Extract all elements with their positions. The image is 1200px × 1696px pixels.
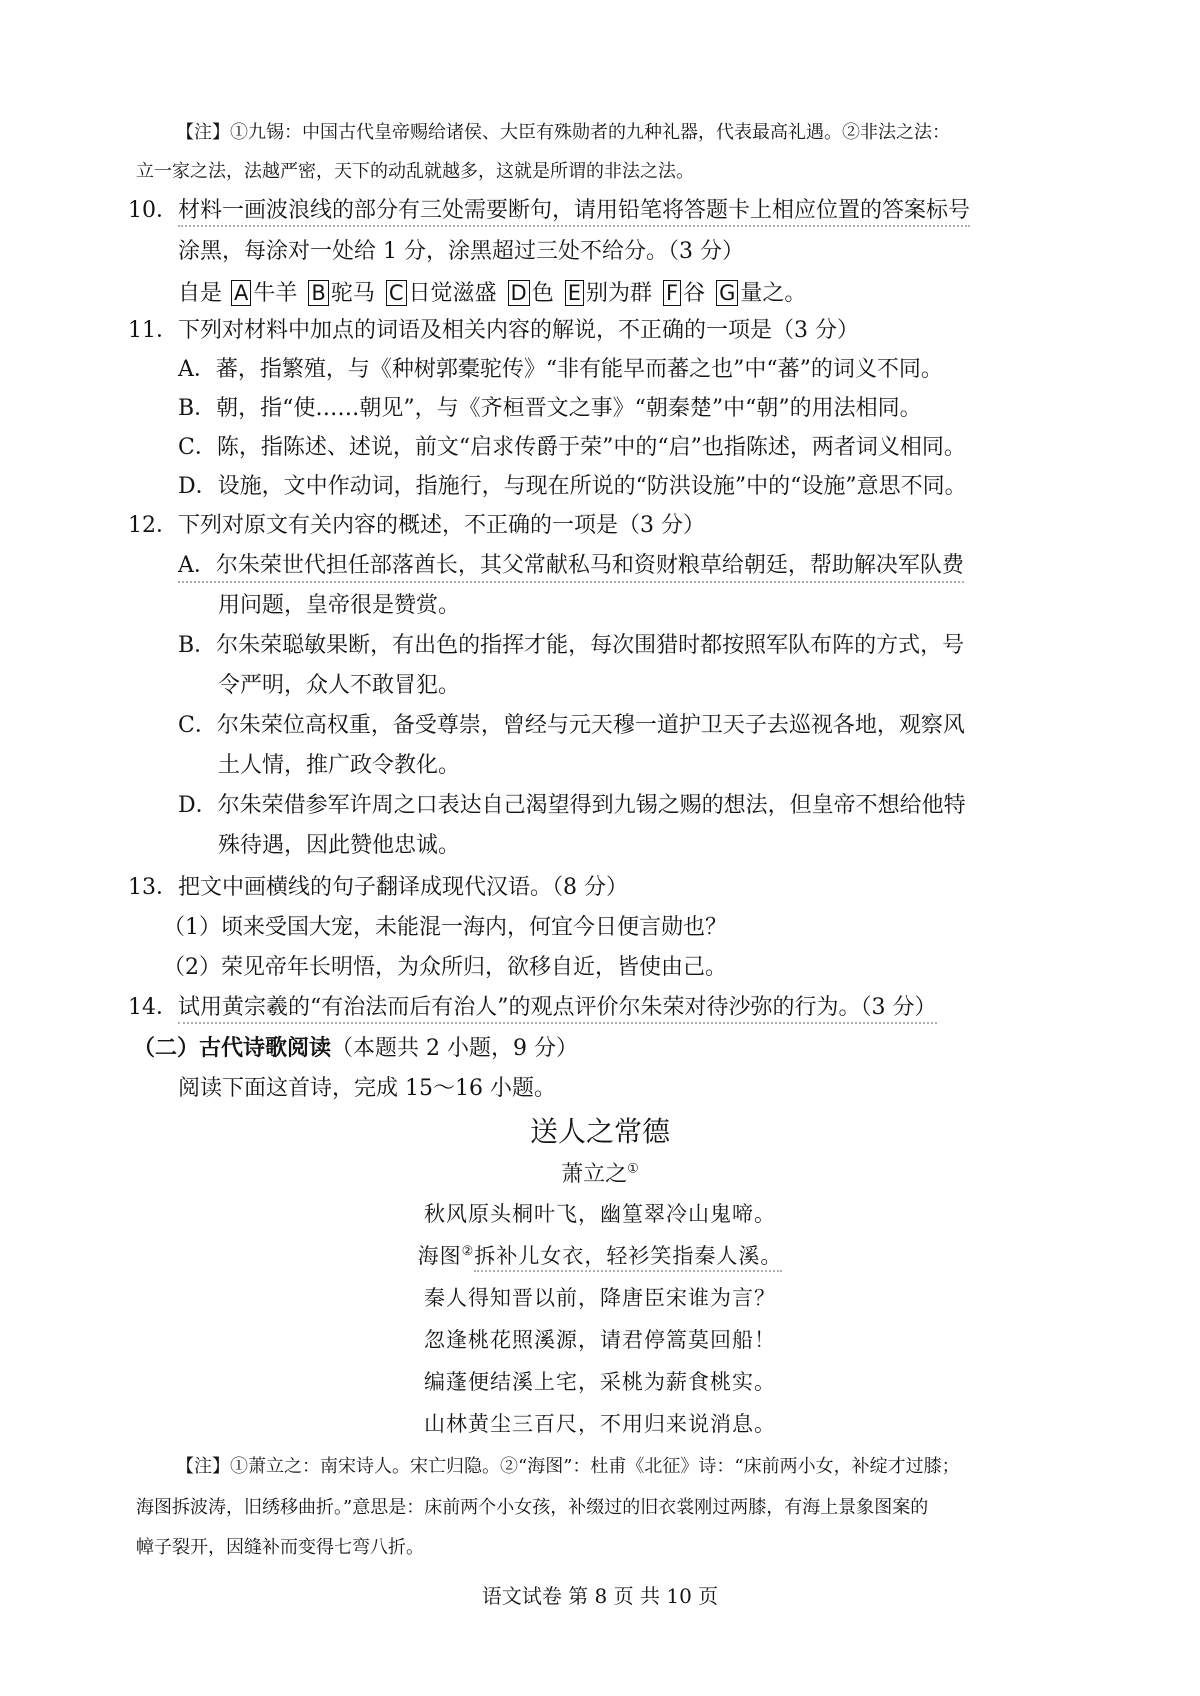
- question-number: 11．: [128, 318, 178, 343]
- option-d-line-1: D．尔朱荣借参军许周之口表达自己渴望得到九锡之赐的想法，但皇帝不想给他特: [178, 793, 966, 818]
- option-b-line-1: B．尔朱荣聪敏果断，有出色的指挥才能，每次围猎时都按照军队布阵的方式，号: [178, 633, 965, 658]
- poem-line-4: 忽逢桃花照溪源，请君停篙莫回船！: [424, 1328, 776, 1352]
- top-note-line-1: 【注】①九锡：中国古代皇帝赐给诸侯、大臣有殊勋者的九种礼器，代表最高礼遇。②非法之法：: [176, 122, 950, 143]
- segment-text: 牛羊: [253, 281, 298, 306]
- top-note-line-2: 立一家之法，法越严密，天下的动乱就越多，这就是所谓的非法之法。: [136, 161, 694, 182]
- break-mark-a[interactable]: A: [231, 280, 251, 306]
- option-b: B．朝，指“使……朝见”，与《齐桓晋文之事》“朝秦楚”中“朝”的用法相同。: [178, 396, 922, 421]
- break-mark-g[interactable]: G: [716, 280, 738, 306]
- segment-text: 量之。: [740, 281, 807, 306]
- question-number: 13．: [128, 875, 178, 900]
- poem-line-5: 编蓬便结溪上宅，采桃为薪食桃实。: [424, 1370, 776, 1394]
- option-a-line-1: A．尔朱荣世代担任部落酋长，其父常献私马和资财粮草给朝廷，帮助解决军队费: [178, 548, 964, 583]
- page-footer: 语文试卷 第 8 页 共 10 页: [481, 1584, 719, 1608]
- option-d-line-2: 殊待遇，因此赞他忠诚。: [218, 833, 461, 858]
- option-a: A．蕃，指繁殖，与《种树郭橐驼传》“非有能早而蕃之也”中“蕃”的词义不同。: [178, 357, 943, 382]
- poem-author: [0, 1157, 1200, 1188]
- segment-text: 日觉滋盛: [408, 281, 497, 306]
- author-name: 萧立之: [561, 1162, 628, 1187]
- section-heading: [133, 1031, 578, 1062]
- option-c: C．陈，指陈述、述说，前文“启求传爵于荣”中的“启”也指陈述，两者词义相同。: [178, 435, 966, 460]
- question-stem-line-1: 材料一画波浪线的部分有三处需要断句，请用铅笔将答题卡上相应位置的答案标号: [178, 198, 970, 227]
- poem-line-3: 秦人得知晋以前，降唐臣宋谁为言？: [424, 1286, 776, 1310]
- section-info: （本题共 2 小题，9 分）: [331, 1036, 578, 1061]
- question-stem: 试用黄宗羲的“有治法而后有治人”的观点评价尔朱荣对待沙弥的行为。（3 分）: [178, 995, 937, 1024]
- question-10-line-2: 涂黑，每涂对一处给 1 分，涂黑超过三处不给分。（3 分）: [178, 239, 744, 264]
- section-instruction: 阅读下面这首诗，完成 15～16 小题。: [178, 1076, 556, 1101]
- question-stem: 下列对原文有关内容的概述，不正确的一项是（3 分）: [178, 513, 705, 538]
- bottom-note-line-3: 幛子裂开，因缝补而变得七弯八折。: [136, 1537, 424, 1558]
- poem-line-2-rest: 拆补儿女衣，轻衫笑指秦人溪。: [474, 1244, 782, 1272]
- break-mark-e[interactable]: E: [565, 280, 584, 306]
- bottom-note-line-2: 海图拆波涛，旧绣移曲折。”意思是：床前两个小女孩，补缀过的旧衣裳刚过两膝，有海上景象图案的: [136, 1497, 929, 1518]
- break-mark-d[interactable]: D: [508, 280, 530, 306]
- question-stem: 把文中画横线的句子翻译成现代汉语。（8 分）: [178, 875, 628, 900]
- sentence-start: 自是: [178, 281, 223, 306]
- poem-line-1: 秋风原头桐叶飞，幽篁翠冷山鬼啼。: [424, 1202, 776, 1226]
- segment-text: 谷: [683, 281, 706, 306]
- segment-text: 别为群: [586, 281, 653, 306]
- footnote-mark: ①: [627, 1161, 639, 1177]
- question-14: [128, 990, 937, 1021]
- question-number: 12．: [128, 513, 178, 538]
- bottom-note-line-1: 【注】①萧立之：南宋诗人。宋亡归隐。②“海图”：杜甫《北征》诗：“床前两小女，补绽才过膝；: [176, 1456, 960, 1477]
- question-10-sentence: [178, 276, 808, 307]
- question-12: [128, 508, 705, 539]
- question-number: 10．: [128, 198, 178, 223]
- translation-item-1: （1）顷来受国大宠，未能混一海内，何宜今日便言勋也？: [163, 915, 727, 940]
- footnote-mark: ②: [461, 1244, 475, 1259]
- option-d: D．设施，文中作动词，指施行，与现在所说的“防洪设施”中的“设施”意思不同。: [178, 474, 967, 499]
- question-13: [128, 870, 628, 901]
- poem-line-2-start: 海图: [417, 1244, 462, 1268]
- option-a-line-2: 用问题，皇帝很是赞赏。: [218, 593, 461, 618]
- question-10: [128, 193, 970, 224]
- question-number: 14．: [128, 995, 178, 1020]
- break-mark-c[interactable]: C: [386, 280, 407, 306]
- question-stem: 下列对材料中加点的词语及相关内容的解说，不正确的一项是（3 分）: [178, 318, 859, 343]
- segment-text: 色: [531, 281, 554, 306]
- break-mark-f[interactable]: F: [663, 280, 681, 306]
- translation-item-2: （2）荣见帝年长明悟，为众所归，欲移自近，皆使由己。: [163, 955, 727, 980]
- poem-line-2: [0, 1240, 1200, 1270]
- option-c-line-1: C．尔朱荣位高权重，备受尊崇，曾经与元天穆一道护卫天子去巡视各地，观察风: [178, 713, 965, 738]
- option-c-line-2: 土人情，推广政令教化。: [218, 753, 461, 778]
- poem-line-6: 山林黄尘三百尺，不用归来说消息。: [424, 1412, 776, 1436]
- section-title: （二）古代诗歌阅读: [133, 1035, 332, 1061]
- segment-text: 驼马: [330, 281, 375, 306]
- poem-title: 送人之常德: [529, 1115, 670, 1148]
- option-b-line-2: 令严明，众人不敢冒犯。: [218, 673, 461, 698]
- break-mark-b[interactable]: B: [308, 280, 328, 306]
- question-11: [128, 313, 859, 344]
